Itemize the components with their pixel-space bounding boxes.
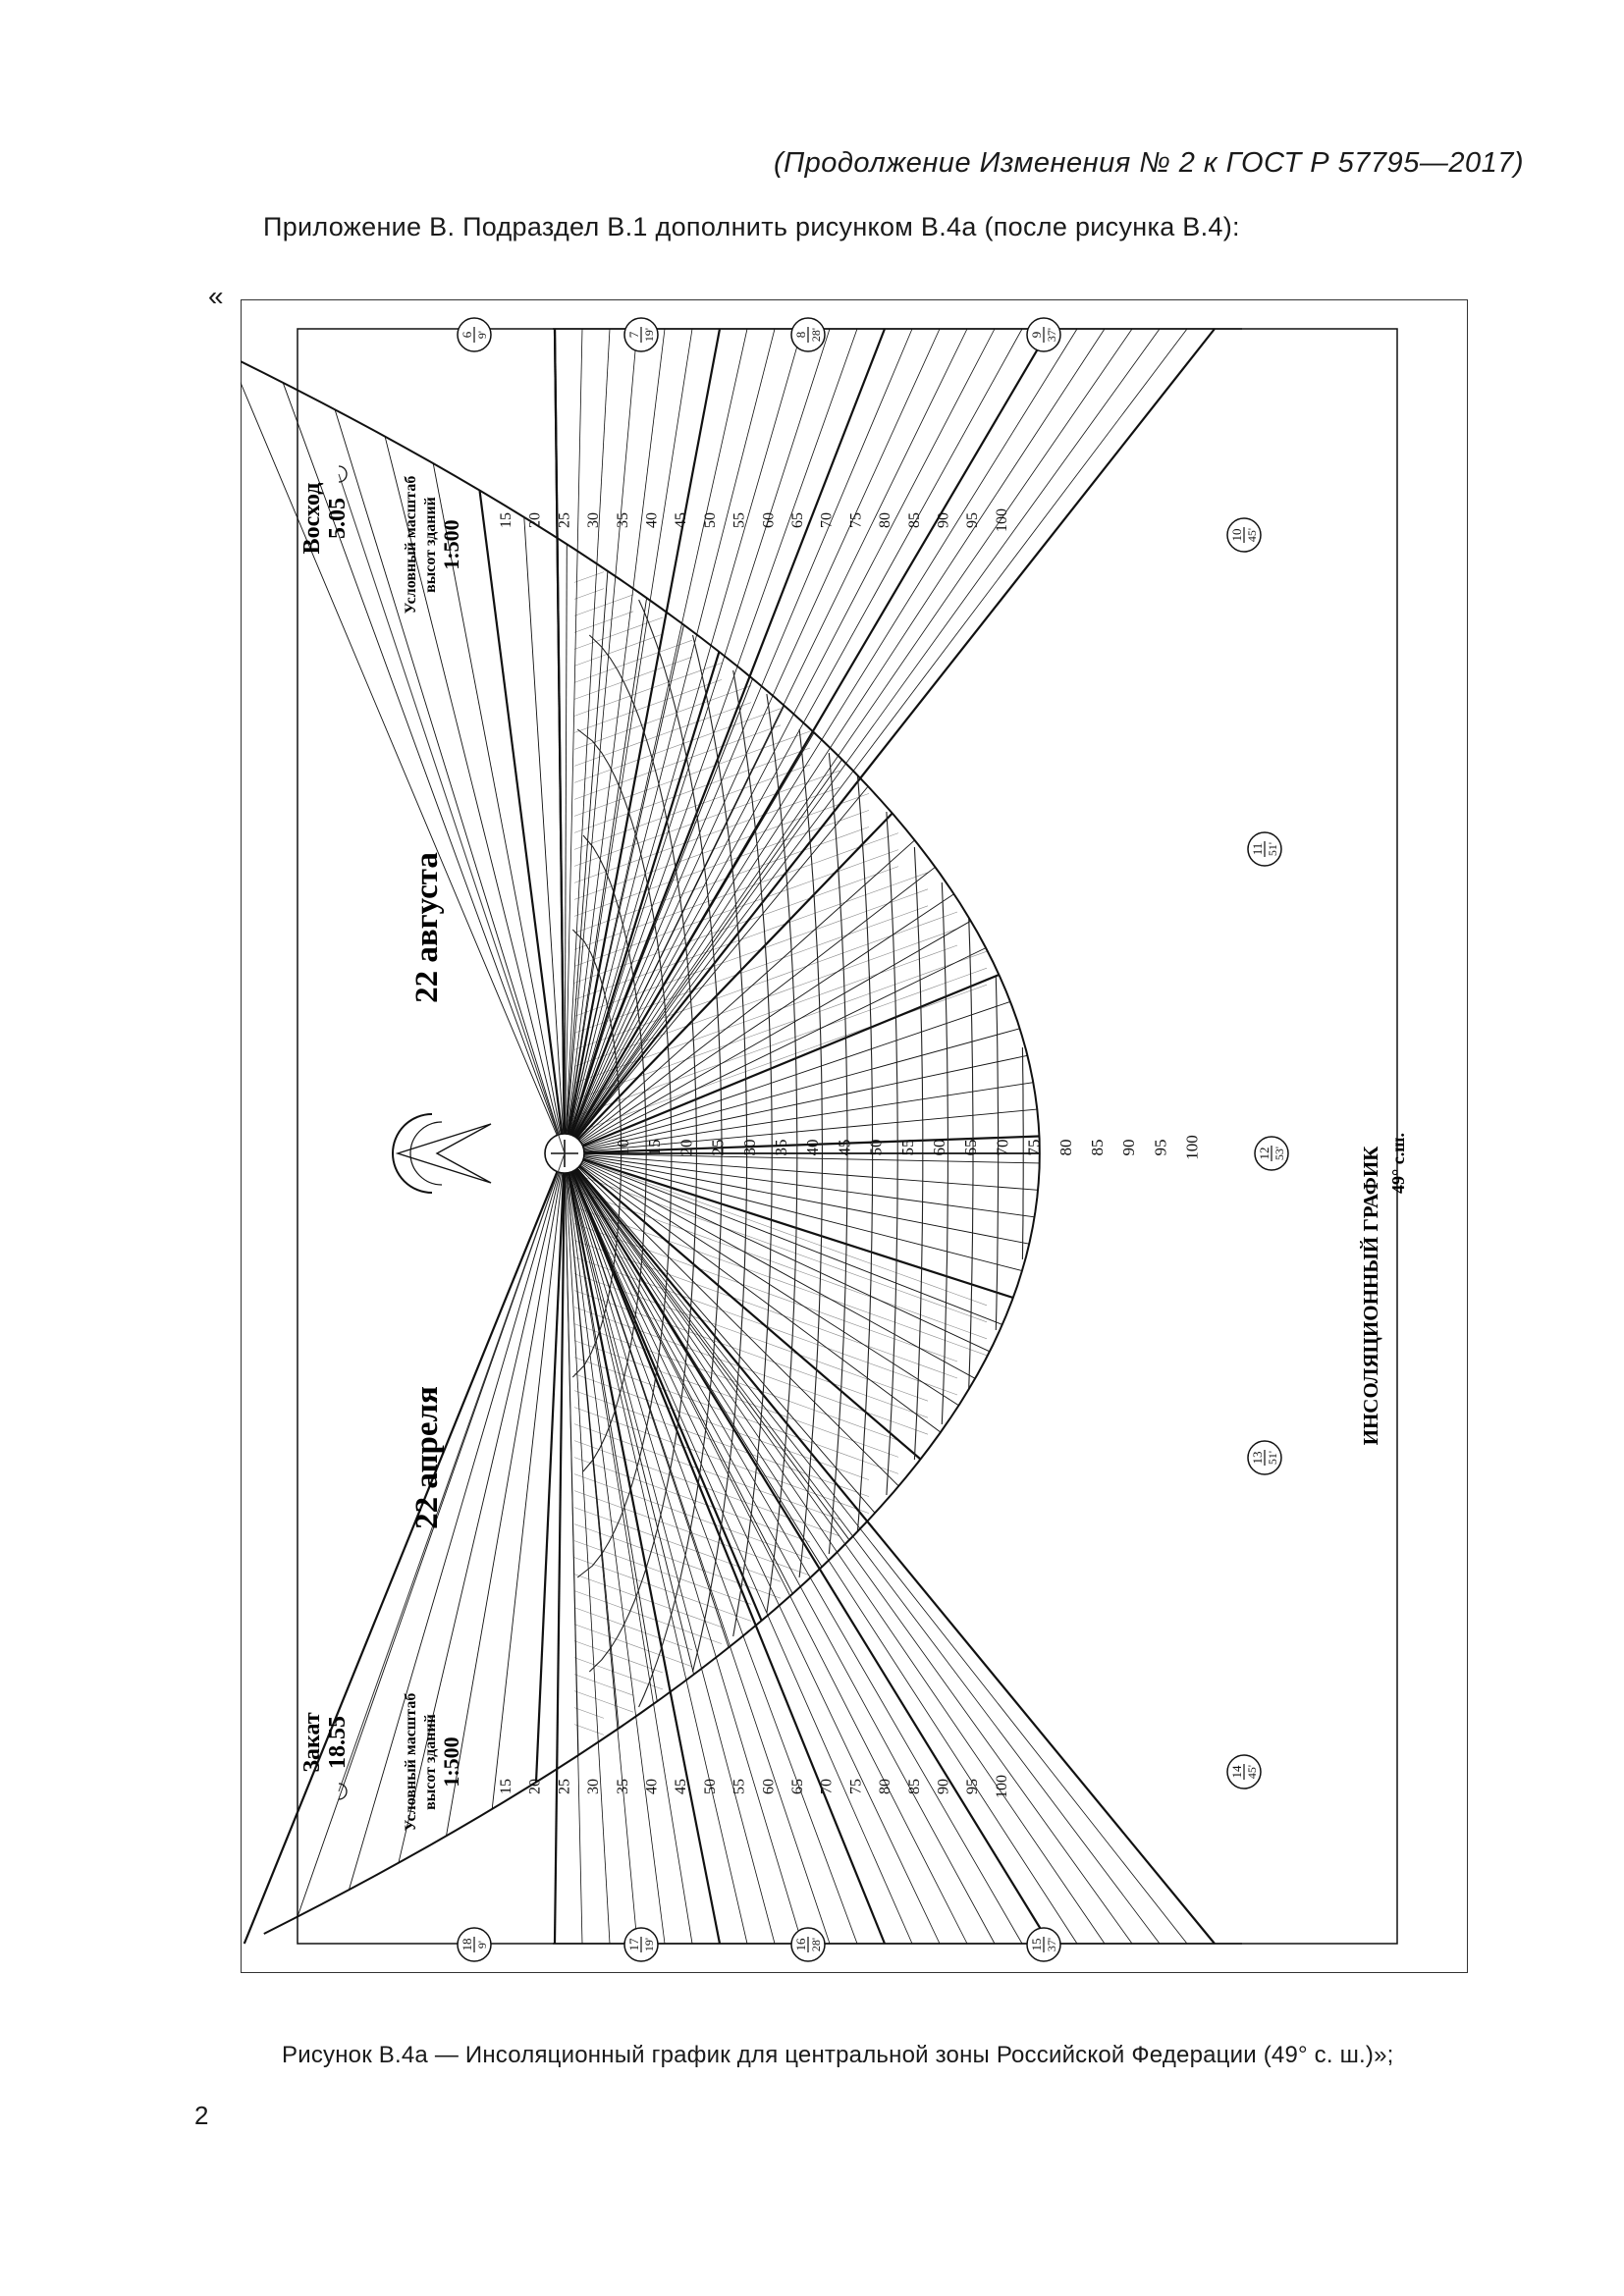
hour-ray xyxy=(555,329,565,1153)
hour-ray xyxy=(565,1153,1105,1944)
hour-marker-right xyxy=(1248,1441,1281,1474)
top-edge-scale-label: 95 xyxy=(964,512,982,528)
top-edge-scale-label: 70 xyxy=(818,512,836,528)
hatch-line xyxy=(574,1675,633,1696)
sunset-sun-icon xyxy=(339,1784,347,1799)
hour-marker-bottom xyxy=(791,1928,825,1961)
center-scale-label: 50 xyxy=(866,1139,886,1156)
page-number: 2 xyxy=(194,2101,209,2130)
sunrise-sun-icon xyxy=(339,466,347,482)
center-scale-label: 85 xyxy=(1088,1139,1107,1156)
hour-ray xyxy=(565,329,912,1153)
figure-caption: Рисунок В.4а — Инсоляционный график для центральной зоны Российской Федерации (49° с. ш.)»; xyxy=(282,2042,1394,2068)
hour-marker-min: 53' xyxy=(1272,1146,1286,1161)
bottom-edge-scale-label: 30 xyxy=(585,1779,603,1794)
top-edge-scale-label: 30 xyxy=(585,512,603,528)
hour-marker-hour: 16 xyxy=(793,1938,808,1951)
center-scale-label: 100 xyxy=(1182,1135,1202,1160)
hatch-line xyxy=(574,703,751,767)
hour-ray xyxy=(565,1153,875,1513)
center-scale-label: 65 xyxy=(961,1139,981,1156)
hour-marker-hour: 15 xyxy=(1029,1938,1044,1951)
hatch-line xyxy=(574,1591,722,1644)
hour-marker-right xyxy=(1227,518,1261,552)
bottom-edge-scale-label: 65 xyxy=(789,1779,806,1794)
hour-ray xyxy=(565,1153,692,1944)
hour-marker-min: 9' xyxy=(475,1940,489,1949)
hour-ray xyxy=(565,1153,849,1540)
hatch-line xyxy=(574,765,810,849)
hatch-line xyxy=(574,595,633,616)
hour-marker-top xyxy=(624,318,658,351)
top-edge-scale-label: 50 xyxy=(701,512,719,528)
center-scale-label: 35 xyxy=(772,1139,790,1156)
hour-marker-min: 37' xyxy=(1045,327,1058,343)
hour-ray xyxy=(565,329,637,1153)
hour-marker-right xyxy=(1248,832,1281,866)
center-scale-label: 40 xyxy=(803,1139,823,1156)
hour-ray xyxy=(565,329,1050,1153)
bottom-edge-scale-label: 90 xyxy=(935,1779,952,1794)
hour-ray xyxy=(492,1153,565,1809)
hour-marker-hour: 8 xyxy=(793,331,808,339)
hour-marker-top xyxy=(1027,318,1060,351)
hatch-line xyxy=(574,1157,987,1306)
center-scale-label: 15 xyxy=(645,1139,665,1156)
hour-marker-min: 28' xyxy=(809,1937,823,1952)
hour-marker-hour: 6 xyxy=(460,331,474,339)
center-scale-label: 60 xyxy=(930,1139,948,1156)
top-edge-scale-label: 60 xyxy=(760,512,778,528)
center-scale-label: 10 xyxy=(614,1139,632,1156)
hour-marker-min: 45' xyxy=(1245,1764,1259,1780)
sunrise-time: 5.05 xyxy=(325,498,351,539)
insolation-chart xyxy=(241,299,1468,1973)
sunset-line xyxy=(339,1153,565,1791)
hour-ray xyxy=(447,1153,566,1836)
hour-marker-hour: 18 xyxy=(460,1938,474,1951)
bottom-edge-scale-label: 60 xyxy=(760,1779,778,1794)
hatch-line xyxy=(574,1308,928,1435)
center-scale-label: 95 xyxy=(1151,1139,1170,1156)
hour-ray xyxy=(565,329,857,1153)
hatch-line xyxy=(574,1691,633,1713)
bottom-edge-scale-label: 95 xyxy=(964,1779,982,1794)
bottom-edge-scale-label: 50 xyxy=(701,1779,719,1794)
center-scale-label: 45 xyxy=(835,1139,854,1156)
hour-ray xyxy=(241,355,565,1153)
top-edge-scale-label: 35 xyxy=(614,512,631,528)
date-top-label: 22 августа xyxy=(409,852,445,1003)
scale-label-top-1: Условный масштаб xyxy=(403,475,419,614)
chart-latitude: 49° с.ш. xyxy=(1388,1133,1408,1194)
chart-decorations xyxy=(339,466,584,1799)
hour-ray xyxy=(565,1153,990,1352)
bottom-edge-scale-label: 20 xyxy=(526,1779,544,1794)
hour-marker-hour: 9 xyxy=(1029,331,1044,339)
sunset-time: 18.55 xyxy=(325,1716,351,1769)
hatch-line xyxy=(574,906,928,1034)
scale-value-bottom: 1:500 xyxy=(439,1736,463,1788)
top-edge-scale-label: 40 xyxy=(643,512,661,528)
hour-ray xyxy=(565,329,940,1153)
hour-marker-bottom xyxy=(1027,1928,1060,1961)
hour-marker-min: 51' xyxy=(1266,841,1279,857)
center-scale-label: 25 xyxy=(708,1139,728,1156)
top-edge-scale-label: 85 xyxy=(905,512,923,528)
hour-ray xyxy=(565,1153,1050,1944)
hatch-line xyxy=(574,1658,663,1689)
hatch-line xyxy=(574,827,869,933)
hour-marker-top xyxy=(458,318,491,351)
center-scale-label: 75 xyxy=(1024,1139,1044,1156)
hour-ray xyxy=(480,491,566,1154)
hatch-line xyxy=(574,1708,604,1719)
bottom-edge-scale-label: 35 xyxy=(614,1779,631,1794)
hour-marker-bottom xyxy=(624,1928,658,1961)
center-scale-label: 70 xyxy=(993,1139,1012,1156)
hour-ray xyxy=(565,329,1105,1153)
hour-ray xyxy=(565,1029,1020,1153)
center-scale-label: 80 xyxy=(1056,1139,1075,1156)
hour-ray xyxy=(565,840,915,1153)
hour-marker-min: 28' xyxy=(809,327,823,343)
hour-marker-min: 51' xyxy=(1266,1450,1279,1466)
center-scale-label: 30 xyxy=(739,1139,759,1156)
bottom-edge-scale-label: 70 xyxy=(818,1779,836,1794)
top-edge-scale-label: 15 xyxy=(498,512,514,528)
center-scale-label: 20 xyxy=(677,1139,696,1156)
bottom-edge-scale-label: 55 xyxy=(731,1779,748,1794)
hour-marker-min: 9' xyxy=(475,330,489,340)
hatch-line xyxy=(574,657,692,699)
top-edge-scale-label: 90 xyxy=(935,512,952,528)
scale-label-bottom-2: высот зданий xyxy=(422,1714,439,1810)
hour-marker-min: 19' xyxy=(642,1937,656,1952)
hour-ray xyxy=(565,1153,940,1944)
hour-ray xyxy=(565,1153,1187,1944)
hour-rays xyxy=(241,329,1215,1944)
hour-ray xyxy=(565,1153,1035,1217)
hatch-line xyxy=(574,634,663,666)
open-quote: « xyxy=(208,281,224,311)
hour-ray xyxy=(565,1153,747,1944)
center-scale-label: 90 xyxy=(1119,1139,1139,1156)
scale-value-top: 1:500 xyxy=(439,519,463,570)
hour-marker-hour: 17 xyxy=(626,1938,641,1951)
hatch-line xyxy=(574,748,810,832)
hatch-line xyxy=(574,1558,751,1622)
hour-marker-right xyxy=(1255,1137,1288,1170)
hour-marker-hour: 7 xyxy=(626,331,641,339)
top-edge-scale-label: 100 xyxy=(993,508,1010,532)
bottom-edge-scale-label: 45 xyxy=(673,1779,690,1794)
hatch-line xyxy=(574,589,604,600)
bottom-edge-scale-label: 100 xyxy=(993,1775,1010,1798)
hour-ray xyxy=(565,329,967,1153)
center-scale-label: 55 xyxy=(897,1139,917,1156)
intro-text: Приложение В. Подраздел В.1 дополнить рисунком В.4а (после рисунка В.4): xyxy=(263,212,1240,241)
hour-marker-hour: 11 xyxy=(1250,842,1265,856)
hour-ray xyxy=(565,1153,1215,1944)
hatch-line xyxy=(574,731,810,816)
hour-marker-min: 19' xyxy=(642,327,656,343)
hatch-line xyxy=(574,1725,604,1735)
hour-marker-hour: 14 xyxy=(1229,1765,1244,1779)
hour-marker-right xyxy=(1227,1755,1261,1789)
sunrise-label: Восход xyxy=(299,482,325,555)
hour-marker-hour: 12 xyxy=(1257,1147,1272,1160)
hour-marker-hour: 13 xyxy=(1250,1451,1265,1465)
hour-ray xyxy=(565,329,1022,1153)
header-continuation: (Продолжение Изменения № 2 к ГОСТ Р 57795—2017) xyxy=(773,147,1524,179)
top-edge-scale-label: 65 xyxy=(789,512,806,528)
bottom-edge-scale-label: 15 xyxy=(498,1779,514,1794)
hour-ray xyxy=(565,1153,1022,1944)
top-edge-scale-label: 55 xyxy=(731,512,748,528)
hour-marker-top xyxy=(791,318,825,351)
bottom-edge-scale-label: 75 xyxy=(847,1779,865,1794)
hour-ray xyxy=(565,329,692,1153)
hour-marker-min: 37' xyxy=(1045,1937,1058,1952)
date-bottom-label: 22 апреля xyxy=(409,1386,445,1529)
bottom-edge-scale-label: 85 xyxy=(905,1779,923,1794)
hour-ray xyxy=(565,760,842,1153)
hour-ray xyxy=(565,1153,720,1944)
sunset-label: Закат xyxy=(299,1712,325,1773)
hatch-line xyxy=(574,572,604,583)
compass-arrow xyxy=(398,1124,491,1183)
top-edge-scale-label: 45 xyxy=(673,512,690,528)
scale-label-top-2: высот зданий xyxy=(422,497,439,593)
bottom-edge-scale-label: 25 xyxy=(556,1779,573,1794)
top-edge-scale-label: 20 xyxy=(526,512,544,528)
hatch-line xyxy=(574,1508,781,1582)
hour-ray xyxy=(565,1153,912,1944)
scale-label-bottom-1: Условный масштаб xyxy=(403,1692,419,1832)
hour-marker-hour: 10 xyxy=(1229,528,1244,542)
hour-ray xyxy=(565,1153,967,1944)
top-edge-scale-label: 80 xyxy=(877,512,894,528)
bottom-edge-scale-label: 80 xyxy=(877,1779,894,1794)
top-edge-scale-label: 75 xyxy=(847,512,865,528)
hatch-line xyxy=(574,617,663,649)
bottom-edge-scale-label: 40 xyxy=(643,1779,661,1794)
hour-ray xyxy=(565,1153,857,1944)
hour-marker-bottom xyxy=(458,1928,491,1961)
hour-ray xyxy=(565,1153,1160,1944)
hour-ray xyxy=(565,329,1215,1153)
chart-title: ИНСОЛЯЦИОННЫЙ ГРАФИК xyxy=(1359,1146,1382,1446)
hour-ray xyxy=(565,329,778,1153)
hour-ray xyxy=(565,975,999,1153)
hour-ray xyxy=(565,329,995,1153)
top-edge-scale-label: 25 xyxy=(556,512,573,528)
hour-ray xyxy=(565,1153,959,1406)
hour-marker-min: 45' xyxy=(1245,527,1259,543)
sunrise-line xyxy=(339,474,565,1153)
chart-rim-line xyxy=(241,329,1040,1934)
hour-ray xyxy=(565,329,720,1153)
